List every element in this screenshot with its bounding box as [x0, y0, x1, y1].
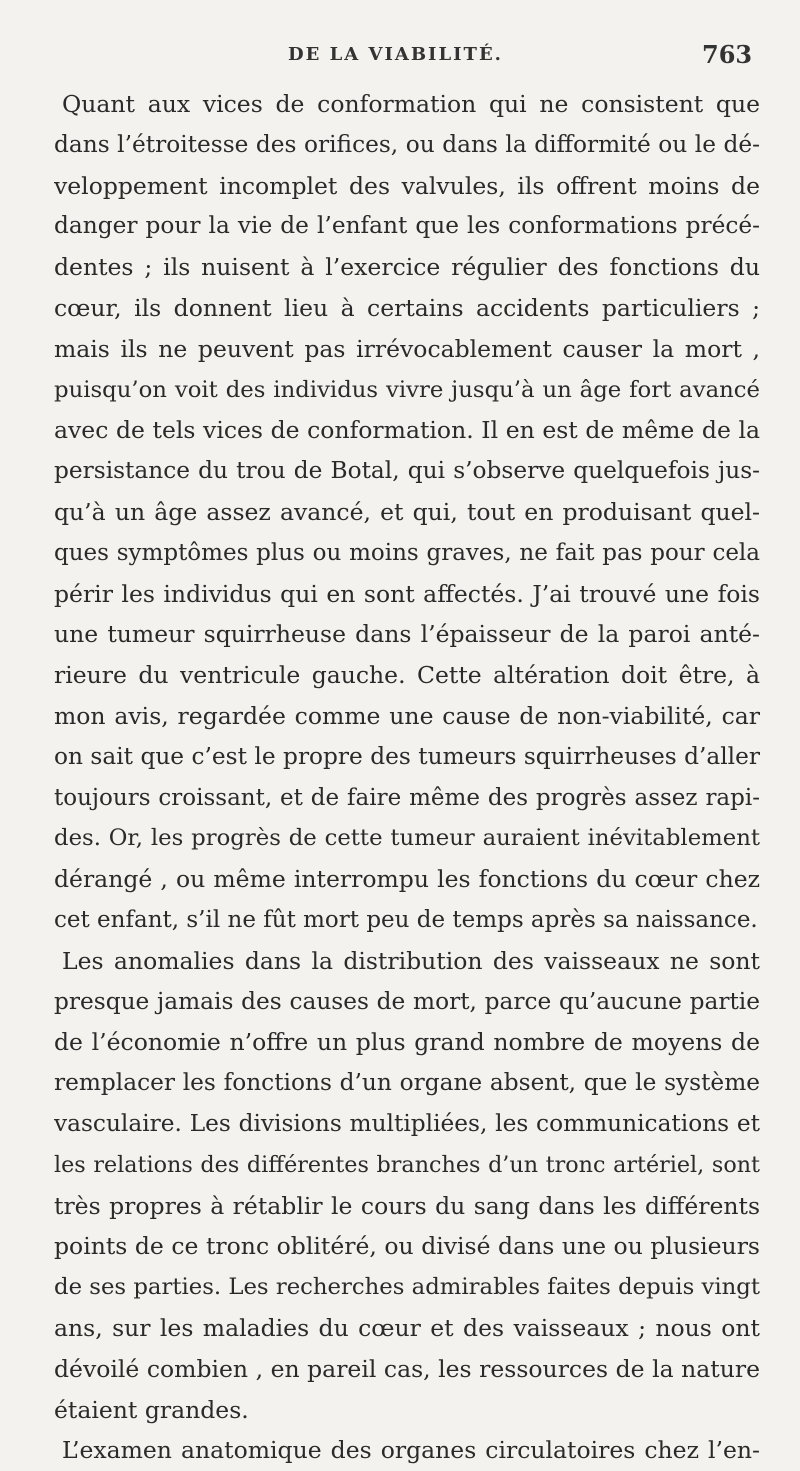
- text-line: mais ils ne peuvent pas irrévocablement causer la mort ,: [54, 334, 760, 363]
- text-line: rieure du ventricule gauche. Cette altération doit être, à: [54, 661, 760, 690]
- text-line: presque jamais des causes de mort, parce qu’aucune partie: [54, 987, 760, 1015]
- text-line: veloppement incomplet des valvules, ils offrent moins de: [54, 171, 760, 200]
- text-line: remplacer les fonctions d’un organe absent, que le système: [54, 1069, 760, 1097]
- text-line: cœur, ils donnent lieu à certains accidents particuliers ;: [54, 293, 760, 322]
- text-line: très propres à rétablir le cours du sang dans les différents: [54, 1191, 760, 1220]
- text-line: cet enfant, s’il ne fût mort peu de temps après sa naissance.: [54, 906, 758, 933]
- text-line: ques symptômes plus ou moins graves, ne fait pas pour cela: [54, 539, 760, 566]
- text-line: dérangé , ou même interrompu les fonctions du cœur chez: [54, 865, 760, 894]
- text-line: Les anomalies dans la distribution des vaisseaux ne sont: [62, 946, 760, 975]
- text-line: mon avis, regardée comme une cause de non-viabilité, car: [54, 701, 760, 730]
- body-text: [54, 84, 760, 1471]
- text-line: dentes ; ils nuisent à l’exercice régulier des fonctions du: [54, 253, 760, 282]
- text-line: on sait que c’est le propre des tumeurs squirrheuses d’aller: [54, 742, 760, 770]
- text-line: toujours croissant, et de faire même des progrès assez rapi-: [54, 784, 760, 811]
- text-line: dévoilé combien , en pareil cas, les ressources de la nature: [54, 1354, 760, 1383]
- text-line: étaient grandes.: [54, 1395, 249, 1424]
- text-line: L’examen anatomique des organes circulatoires chez l’en-: [62, 1436, 760, 1465]
- text-line: persistance du trou de Botal, qui s’observe quelquefois jus-: [54, 457, 760, 485]
- text-line: de l’économie n’offre un plus grand nombre de moyens de: [54, 1028, 760, 1057]
- text-line: une tumeur squirrheuse dans l’épaisseur de la paroi anté-: [54, 620, 760, 649]
- text-line: danger pour la vie de l’enfant que les conformations précé-: [54, 212, 760, 240]
- running-header: DE LA VIABILITÉ.: [288, 44, 503, 65]
- text-line: vasculaire. Les divisions multipliées, les communications et: [54, 1109, 760, 1137]
- text-line: les relations des différentes branches d’un tronc artériel, sont: [54, 1151, 760, 1178]
- text-line: Quant aux vices de conformation qui ne consistent que: [62, 90, 760, 118]
- page-number: 763: [702, 40, 753, 69]
- text-line: qu’à un âge assez avancé, et qui, tout en produisant quel-: [54, 497, 760, 526]
- text-line: dans l’étroitesse des orifices, ou dans la difformité ou le dé-: [54, 130, 760, 158]
- text-line: avec de tels vices de conformation. Il en est de même de la: [54, 416, 760, 445]
- text-line: points de ce tronc oblitéré, ou divisé dans une ou plusieurs: [54, 1232, 760, 1261]
- text-line: des. Or, les progrès de cette tumeur auraient inévitablement: [54, 825, 760, 852]
- text-line: de ses parties. Les recherches admirables faites depuis vingt: [54, 1274, 760, 1301]
- text-line: ans, sur les maladies du cœur et des vaisseaux ; nous ont: [54, 1313, 760, 1342]
- text-line: périr les individus qui en sont affectés. J’ai trouvé une fois: [54, 579, 760, 608]
- text-line: puisqu’on voit des individus vivre jusqu’à un âge fort avancé: [54, 376, 760, 403]
